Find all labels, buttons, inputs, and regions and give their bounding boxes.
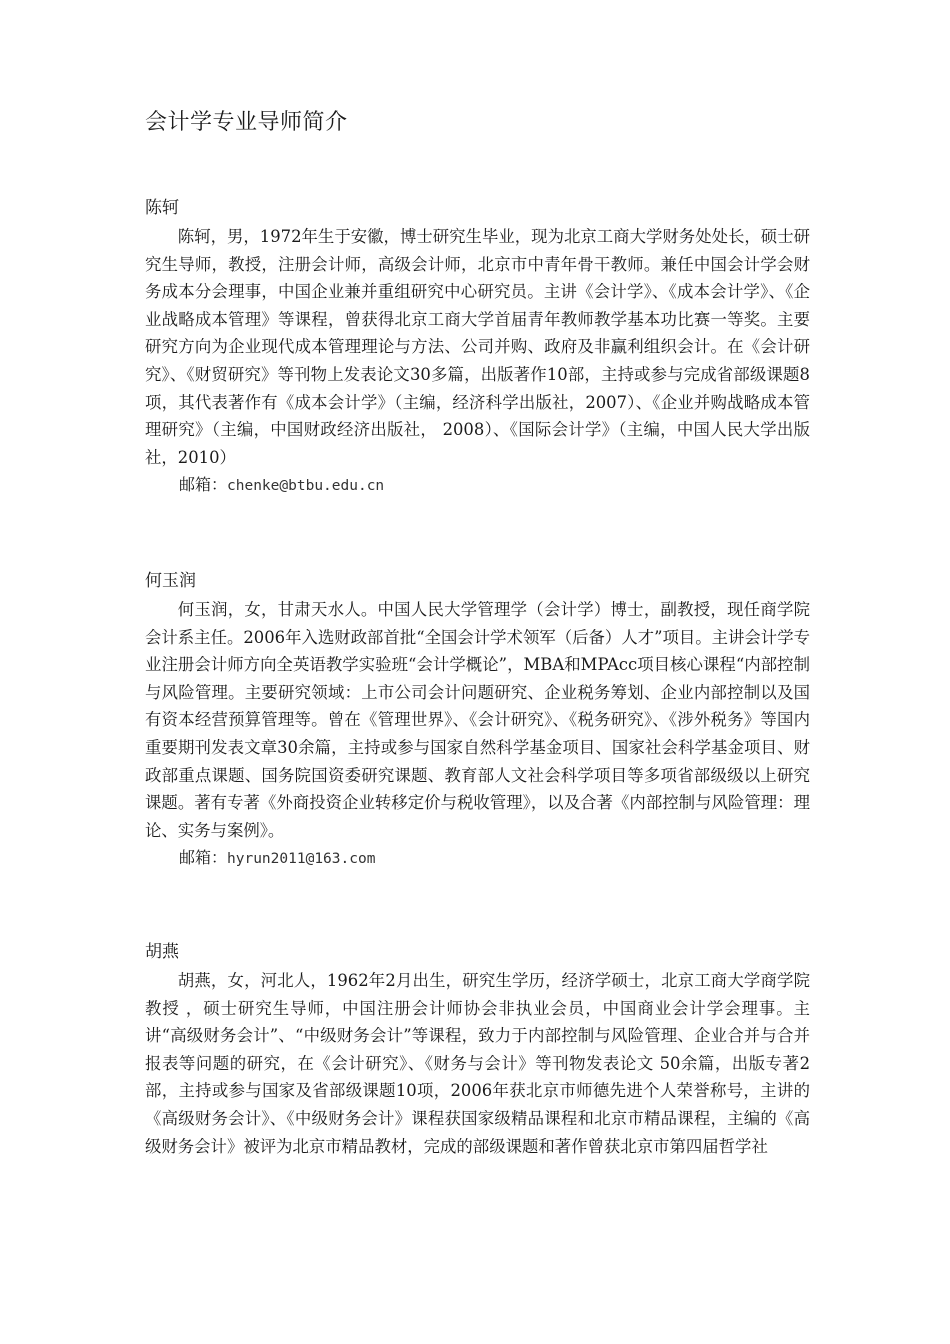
email-label: 邮箱： [179, 475, 228, 495]
email-address: hyrun2011@163.com [227, 851, 376, 868]
profile-hu-yan [145, 940, 810, 1160]
page-title: 会计学专业导师简介 [145, 110, 348, 135]
profile-name: 陈轲 [145, 198, 179, 218]
profile-bio: 何玉润，女，甘肃天水人。中国人民大学管理学（会计学）博士，副教授，现任商学院会计系主任。2006年入选财政部首批“全国会计学术领军（后备）人才”项目。主讲会计学专业注册会计师方向全英语教学实验班“会计学概论”，MBA和MPAcc项目核心课程“内部控制与风险管理。主要研究领域：上市公司会计问题研究、企业税务筹划、企业内部控制以及国有资本经营预算管理等。曾在《管理世界》、《会计研究》、《税务研究》、《涉外税务》等国内重要期刊发表文章30余篇，主持或参与国家自然科学基金项目、国家社会科学基金项目、财政部重点课题、国务院国资委研究课题、教育部人文社会科学项目等多项省部级级以上研究课题。著有专著《外商投资企业转移定价与税收管理》，以及合著《内部控制与风险管理：理论、实务与案例》。 [145, 600, 810, 840]
profile-name: 胡燕 [145, 942, 179, 962]
profile-he-yurun [145, 569, 810, 873]
profile-name: 何玉润 [145, 571, 196, 591]
profile-email [145, 471, 810, 500]
profile-bio: 陈轲，男，1972年生于安徽，博士研究生毕业，现为北京工商大学财务处处长，硕士研究生导师，教授，注册会计师，高级会计师，北京市中青年骨干教师。兼任中国会计学会财务成本分会理事，中国企业兼并重组研究中心研究员。主讲《会计学》、《成本会计学》、《企业战略成本管理》等课程，曾获得北京工商大学首届青年教师教学基本功比赛一等奖。主要研究方向为企业现代成本管理理论与方法、公司并购、政府及非赢利组织会计。在《会计研究》、《财贸研究》等刊物上发表论文30多篇，出版著作10部，主持或参与完成省部级课题8项，其代表著作有《成本会计学》（主编，经济科学出版社，2007）、《企业并购战略成本管理研究》（主编，中国财政经济出版社， 2008）、《国际会计学》（主编，中国人民大学出版社，2010） [145, 227, 810, 467]
profile-bio: 胡燕，女，河北人，1962年2月出生，研究生学历，经济学硕士，北京工商大学商学院教授 ，硕士研究生导师，中国注册会计师协会非执业会员，中国商业会计学会理事。主讲“高级财务会计”、“中级财务会计”等课程，致力于内部控制与风险管理、企业合并与合并报表等问题的研究，在《会计研究》、《财务与会计》等刊物发表论文 50余篇，出版专著2部，主持或参与国家及省部级课题10项，2006年获北京市师德先进个人荣誉称号，主讲的《高级财务会计》、《中级财务会计》课程获国家级精品课程和北京市精品课程，主编的《高级财务会计》被评为北京市精品教材，完成的部级课题和著作曾获北京市第四届哲学社 [145, 971, 810, 1156]
profile-chen-ke [145, 196, 810, 500]
email-address: chenke@btbu.edu.cn [227, 478, 385, 495]
profile-email [145, 844, 810, 873]
email-label: 邮箱： [179, 848, 228, 868]
